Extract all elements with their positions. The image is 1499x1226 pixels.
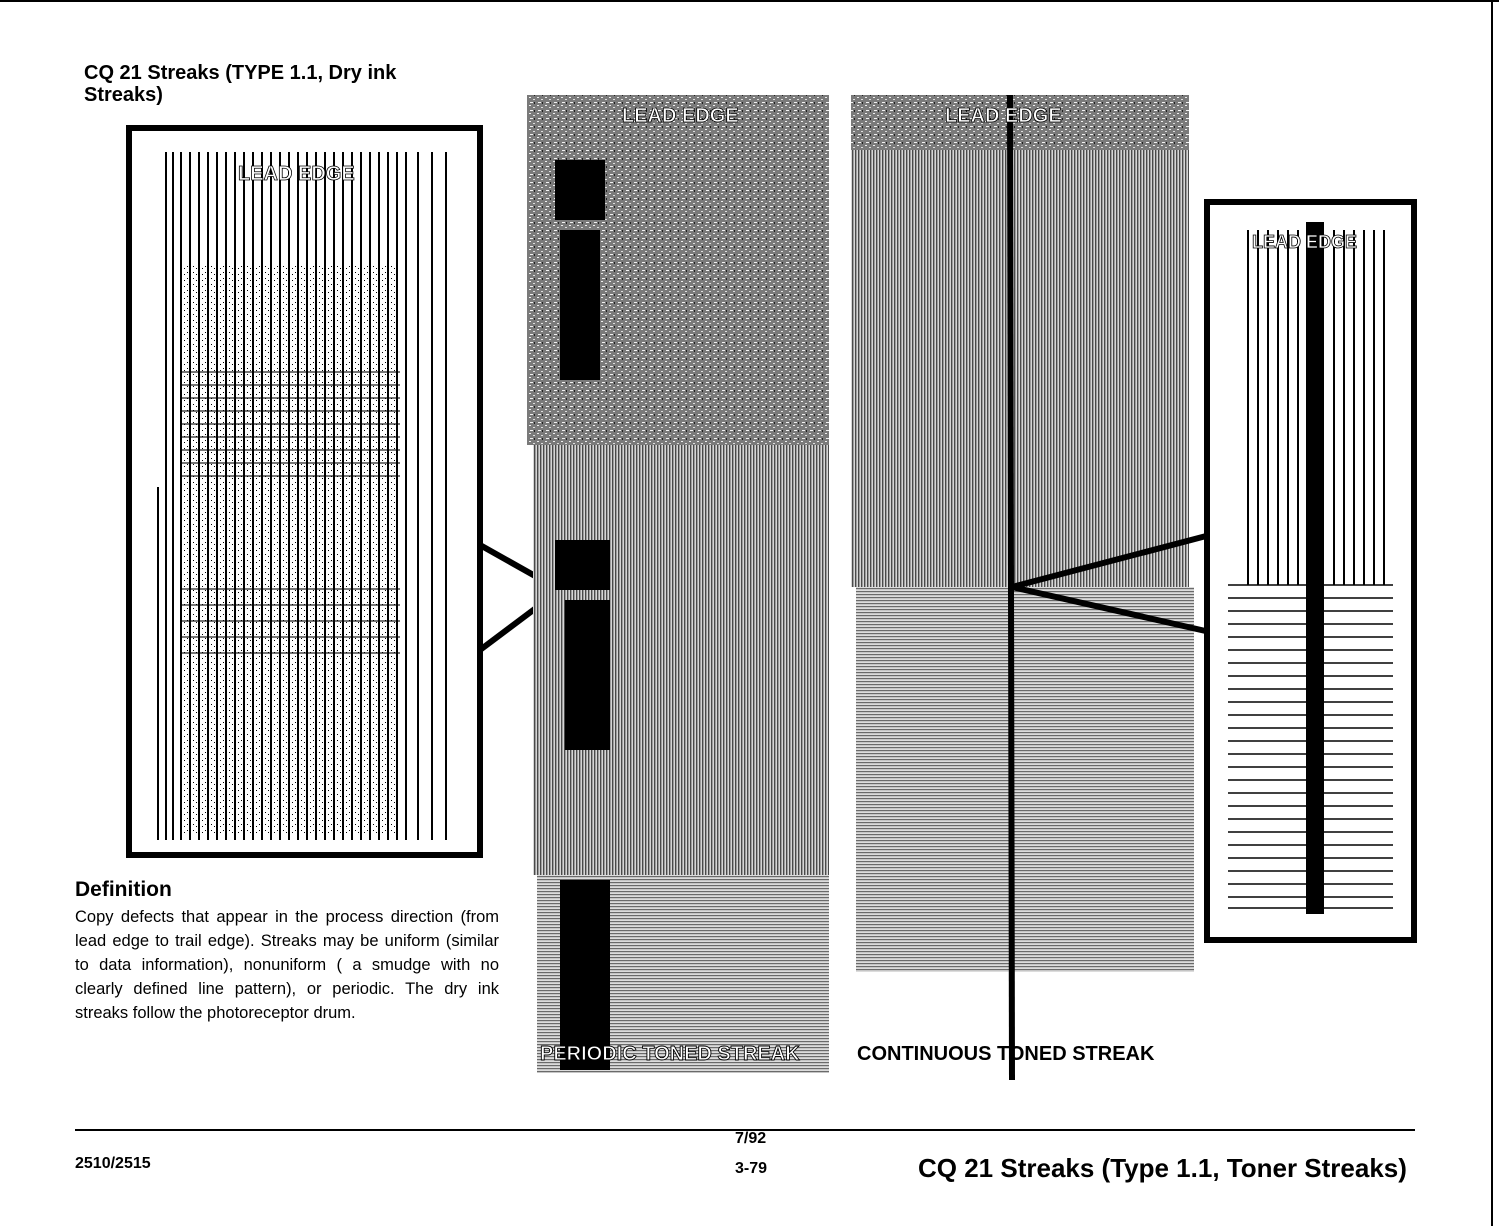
right-zoom-callout (1207, 202, 1414, 940)
page-title: CQ 21 Streaks (TYPE 1.1, Dry ink Streaks) (84, 62, 397, 106)
periodic-caption: PERIODIC TONED STREAK (540, 1043, 800, 1065)
continuous-lead-edge-label: LEAD EDGE (945, 105, 1062, 127)
definition-body: Copy defects that appear in the process direction (from lead edge to trail edge). Streaks may be uniform (similar to data information), nonuniform ( a smudge with no clearly defined line pattern), or periodic. The dry ink streaks follow the photoreceptor drum. (75, 908, 499, 1022)
definition-heading: Definition (75, 878, 172, 901)
footer-date: 7/92 (735, 1130, 767, 1147)
footer-page-number: 3-79 (735, 1160, 768, 1177)
right-zoom-lead-edge-label: LEAD EDGE (1252, 232, 1358, 252)
right-zoom-streak-bar (1306, 222, 1324, 914)
continuous-caption: CONTINUOUS TONED STREAK (857, 1043, 1155, 1065)
left-zoom-lead-edge-label: LEAD EDGE (238, 163, 355, 185)
periodic-streak-panel (527, 95, 829, 1073)
left-zoom-callout (129, 128, 480, 855)
footer-section-title: CQ 21 Streaks (Type 1.1, Toner Streaks) (918, 1153, 1407, 1183)
periodic-lead-edge-label: LEAD EDGE (622, 105, 739, 127)
footer-model: 2510/2515 (75, 1155, 151, 1172)
